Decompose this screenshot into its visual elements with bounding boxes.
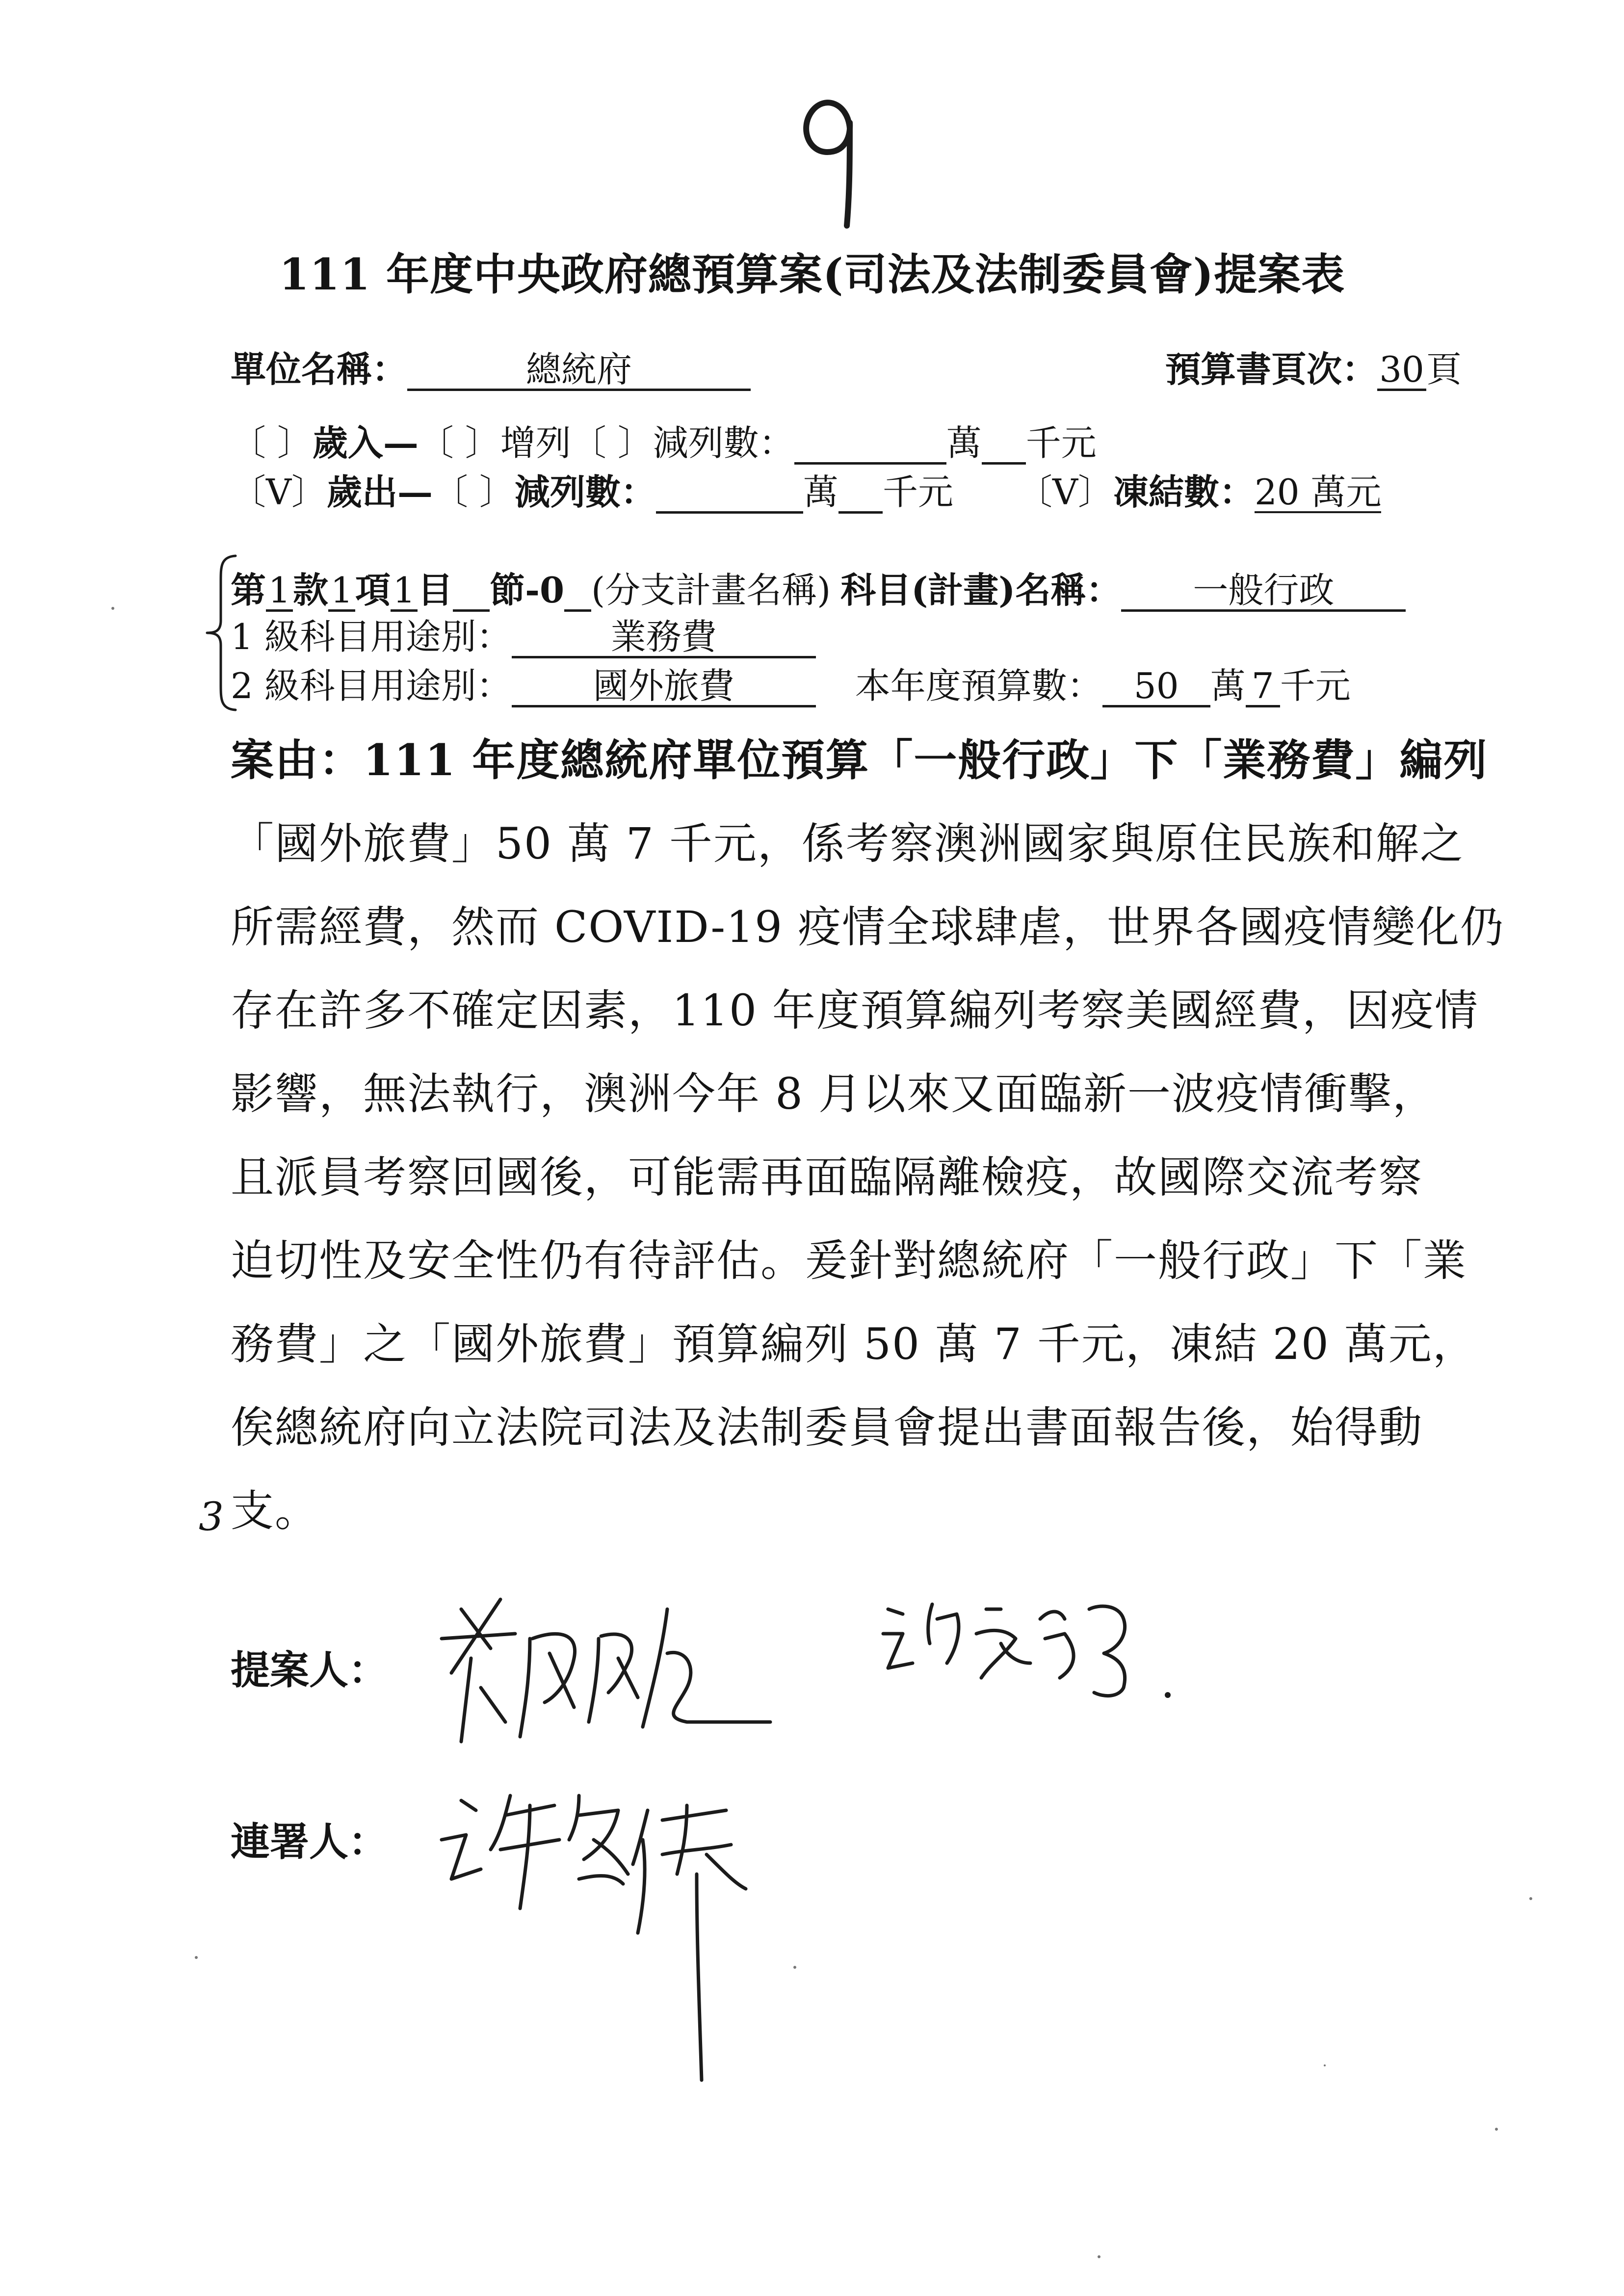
reason-line-2: 「國外旅費」50 萬 7 千元，係考察澳洲國家與原住民族和解之	[231, 818, 1464, 869]
page-ref-label: 預算書頁次：	[1165, 348, 1378, 390]
reason-line-8: 務費」之「國外旅費」預算編列 50 萬 7 千元，凍結 20 萬元，	[231, 1319, 1477, 1369]
budget-wan-unit: 萬	[1210, 665, 1246, 706]
level2-value: 國外旅費	[512, 668, 816, 707]
revenue-label: 歲入—	[312, 422, 419, 464]
revenue-reduce-label: 減列數：	[653, 422, 794, 464]
xiang-label: 項	[355, 569, 391, 611]
page-ref-suffix: 頁	[1426, 349, 1462, 390]
page-title: 111 年度中央政府總預算案(司法及法制委員會)提案表	[279, 249, 1345, 300]
kuan-label: 款	[293, 569, 329, 611]
subject-value: 一般行政	[1121, 572, 1406, 612]
budget-label: 本年度預算數：	[855, 665, 1102, 706]
cosigner-label: 連署人：	[231, 1819, 388, 1865]
budget-wan-value: 50	[1102, 668, 1210, 707]
reason-line-4: 存在許多不確定因素，110 年度預算編列考察美國經費，因疫情	[231, 985, 1479, 1036]
kuan-value: 1	[266, 572, 293, 612]
xiang-value: 1	[328, 572, 355, 612]
reason-line-10: 支。	[231, 1486, 319, 1536]
expense-wan-unit: 萬	[803, 471, 838, 513]
margin-note: 3	[199, 1494, 224, 1539]
freeze-label: 凍結數：	[1113, 471, 1255, 513]
unit-label: 單位名稱：	[231, 348, 408, 390]
revenue-increase-checkbox: 〔 〕	[418, 422, 500, 464]
mu-label: 目	[418, 569, 453, 611]
reason-line-6: 且派員考察回國後，可能需再面臨隔離檢疫，故國際交流考察	[231, 1152, 1423, 1202]
freeze-value: 20 萬元	[1254, 471, 1382, 513]
subject-label: 科目(計畫)名稱：	[840, 569, 1122, 611]
reason-line-1: 案由：111 年度總統府單位預算「一般行政」下「業務費」編列	[231, 734, 1488, 785]
expense-reduce-label: 減列數：	[514, 471, 656, 513]
reason-line-5: 影響，無法執行，澳洲今年 8 月以來又面臨新一波疫情衝擊，	[231, 1069, 1437, 1119]
level1-label: 1 級科目用途別：	[231, 616, 512, 657]
reason-line-3: 所需經費，然而 COVID-19 疫情全球肆虐，世界各國疫情變化仍	[231, 902, 1505, 952]
item-di: 第	[231, 569, 266, 611]
page-ref-value: 30	[1377, 351, 1426, 391]
level2-label: 2 級科目用途別：	[231, 665, 512, 706]
budget-qian-unit: 千元	[1280, 665, 1351, 706]
unit-value: 總統府	[407, 351, 751, 391]
expense-label: 歲出—	[327, 471, 433, 513]
revenue-increase-label: 增列	[500, 422, 571, 464]
expense-reduce-checkbox: 〔 〕	[433, 471, 515, 513]
revenue-wan-unit: 萬	[946, 422, 982, 464]
revenue-reduce-checkbox: 〔 〕	[571, 422, 653, 464]
revenue-checkbox: 〔 〕	[231, 422, 313, 464]
freeze-checkbox: 〔V〕	[1017, 471, 1113, 513]
branch-label: (分支計畫名稱)	[591, 570, 831, 611]
proposer-label: 提案人：	[231, 1647, 388, 1693]
jie-label: 節-0	[490, 569, 565, 611]
expense-checkbox: 〔V〕	[231, 471, 327, 513]
reason-line-7: 迫切性及安全性仍有待評估。爰針對總統府「一般行政」下「業	[231, 1235, 1467, 1286]
revenue-qian-unit: 千元	[1025, 422, 1097, 464]
expense-qian-unit: 千元	[882, 471, 953, 513]
level1-value: 業務費	[512, 619, 816, 658]
reason-line-9: 俟總統府向立法院司法及法制委員會提出書面報告後，始得動	[231, 1402, 1423, 1453]
mu-value: 1	[391, 572, 418, 612]
budget-qian-value: 7	[1246, 668, 1280, 707]
